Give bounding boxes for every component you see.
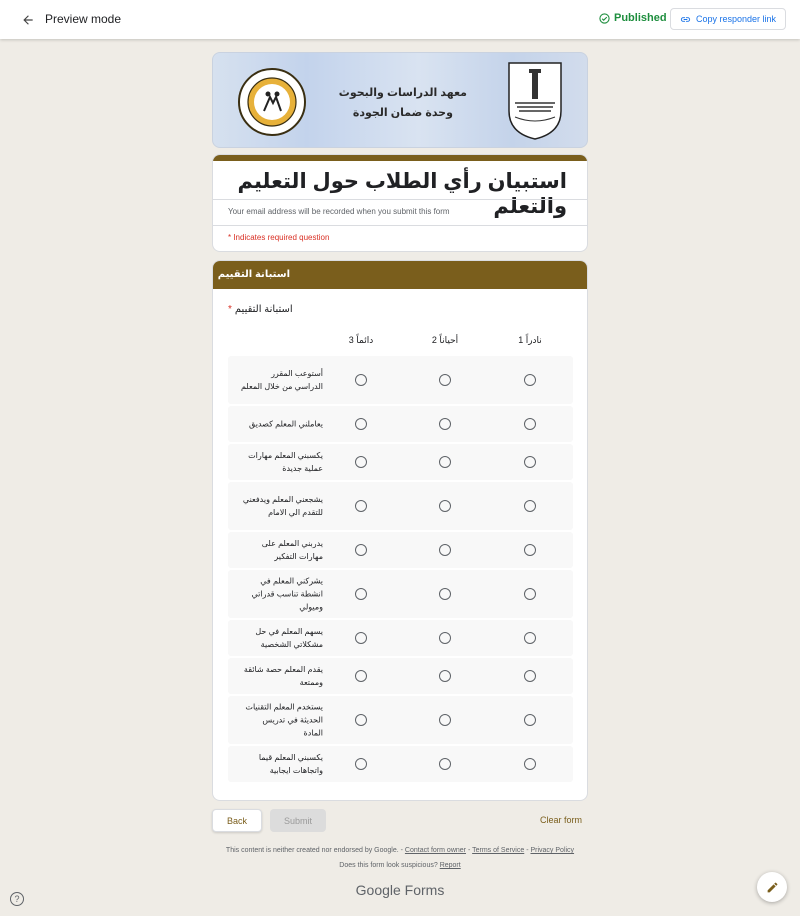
form-title-card [212,154,588,252]
disclaimer-text: This content is neither created nor endorsed by Google. - [225,847,403,854]
radio-always[interactable] [355,544,367,556]
grid-row [228,482,573,530]
radio-rarely[interactable] [524,500,536,512]
clear-form-button[interactable]: Clear form [540,815,583,825]
grid-row [228,570,573,618]
radio-sometimes[interactable] [439,758,451,770]
back-button[interactable]: Back [212,809,262,832]
radio-sometimes[interactable] [439,418,451,430]
form-title: استبيان رأي الطلاب حول التعليم والتعلم [237,170,567,218]
grid-row [228,532,573,568]
institute-heading [339,83,467,123]
theme-stripe [213,155,587,161]
grid-row-label: يشركني المعلم في انشطة تناسب قدراتي وميولي [251,576,323,612]
grid-row-label: يكسبني المعلم قيما واتجاهات ايجابية [258,753,323,775]
radio-always[interactable] [355,456,367,468]
radio-rarely[interactable] [524,758,536,770]
divider [213,225,587,226]
footer-disclaimer: This content is neither created nor endorsed by Google. - Contact form owner - Terms of Service - Privacy Policy [225,847,575,854]
section-card [212,260,588,801]
radio-sometimes[interactable] [439,714,451,726]
radio-rarely[interactable] [524,588,536,600]
suspicious-text: Does this form look suspicious? [339,862,438,869]
top-bar [0,0,800,39]
column-header-always: دائماً 3 [348,335,374,345]
grid-row [228,356,573,404]
radio-sometimes[interactable] [439,544,451,556]
grid-column-headers [228,335,573,351]
radio-rarely[interactable] [524,418,536,430]
submit-button[interactable]: Submit [270,809,326,832]
report-link[interactable]: Report [439,862,461,869]
grid-row-label: يعاملني المعلم كصديق [249,419,323,429]
column-header-sometimes: أحياناً 2 [431,335,459,345]
radio-rarely[interactable] [524,544,536,556]
google-forms-brand[interactable]: Google Forms [355,882,445,898]
radio-always[interactable] [355,418,367,430]
grid-row [228,620,573,656]
required-asterisk: * [228,304,232,315]
edit-button[interactable] [757,872,787,902]
grid-row-label: يستخدم المعلم التقنيات الحديثة في تدريس المادة [245,702,323,738]
preview-mode-label: Preview mode [45,12,122,26]
grid-row-label: أستوعب المقرر الدراسي من خلال المعلم [240,369,323,391]
grid-row-label: يدربني المعلم على مهارات التفكير [261,539,323,561]
radio-always[interactable] [355,670,367,682]
radio-rarely[interactable] [524,632,536,644]
terms-link[interactable]: Terms of Service [472,847,525,854]
radio-sometimes[interactable] [439,374,451,386]
back-arrow-icon[interactable] [18,10,38,30]
alexandria-university-logo [505,59,565,141]
grid-row-label: يكسبني المعلم مهارات عملية جديدة [248,451,323,473]
radio-sometimes[interactable] [439,588,451,600]
grid-row [228,444,573,480]
email-note: Your email address will be recorded when you submit this form [228,207,450,216]
grid-row [228,406,573,442]
radio-sometimes[interactable] [439,500,451,512]
grid-row-label: يقدم المعلم حصة شائقة وممتعة [243,665,323,687]
radio-sometimes[interactable] [439,456,451,468]
institute-name: معهد الدراسات والبحوث [338,87,467,99]
divider [213,199,587,200]
radio-always[interactable] [355,758,367,770]
copy-responder-link-button[interactable] [670,8,786,30]
grid-row [228,658,573,694]
grid-row [228,696,573,744]
radio-rarely[interactable] [524,374,536,386]
radio-always[interactable] [355,632,367,644]
form-header-image [212,52,588,148]
question-title-text: استبانة التقييم [234,304,293,315]
help-icon[interactable]: ? [10,892,24,906]
radio-rarely[interactable] [524,456,536,468]
radio-sometimes[interactable] [439,670,451,682]
radio-sometimes[interactable] [439,632,451,644]
radio-always[interactable] [355,588,367,600]
quality-assurance-logo [237,67,307,137]
footer-report [0,862,800,869]
radio-always[interactable] [355,714,367,726]
published-label: Published [614,12,667,24]
link-icon [680,14,691,25]
grid-row-label: يشجعني المعلم ويدفعني للتقدم الي الامام [242,495,323,517]
privacy-link[interactable]: Privacy Policy [530,847,575,854]
radio-always[interactable] [355,374,367,386]
radio-always[interactable] [355,500,367,512]
published-status [599,12,667,24]
pencil-icon [766,881,779,894]
question-title [228,304,293,315]
radio-rarely[interactable] [524,714,536,726]
section-title: استبانة التقييم [213,261,587,289]
contact-owner-link[interactable]: Contact form owner [404,847,467,854]
check-circle-icon [599,13,610,24]
radio-rarely[interactable] [524,670,536,682]
grid-row [228,746,573,782]
required-note: * Indicates required question [228,233,330,242]
copy-link-label: Copy responder link [695,14,777,24]
column-header-rarely: نادراً 1 [518,335,542,345]
grid-row-label: يسهم المعلم في حل مشكلاتي الشخصية [255,627,323,649]
unit-name: وحدة ضمان الجودة [352,107,453,119]
